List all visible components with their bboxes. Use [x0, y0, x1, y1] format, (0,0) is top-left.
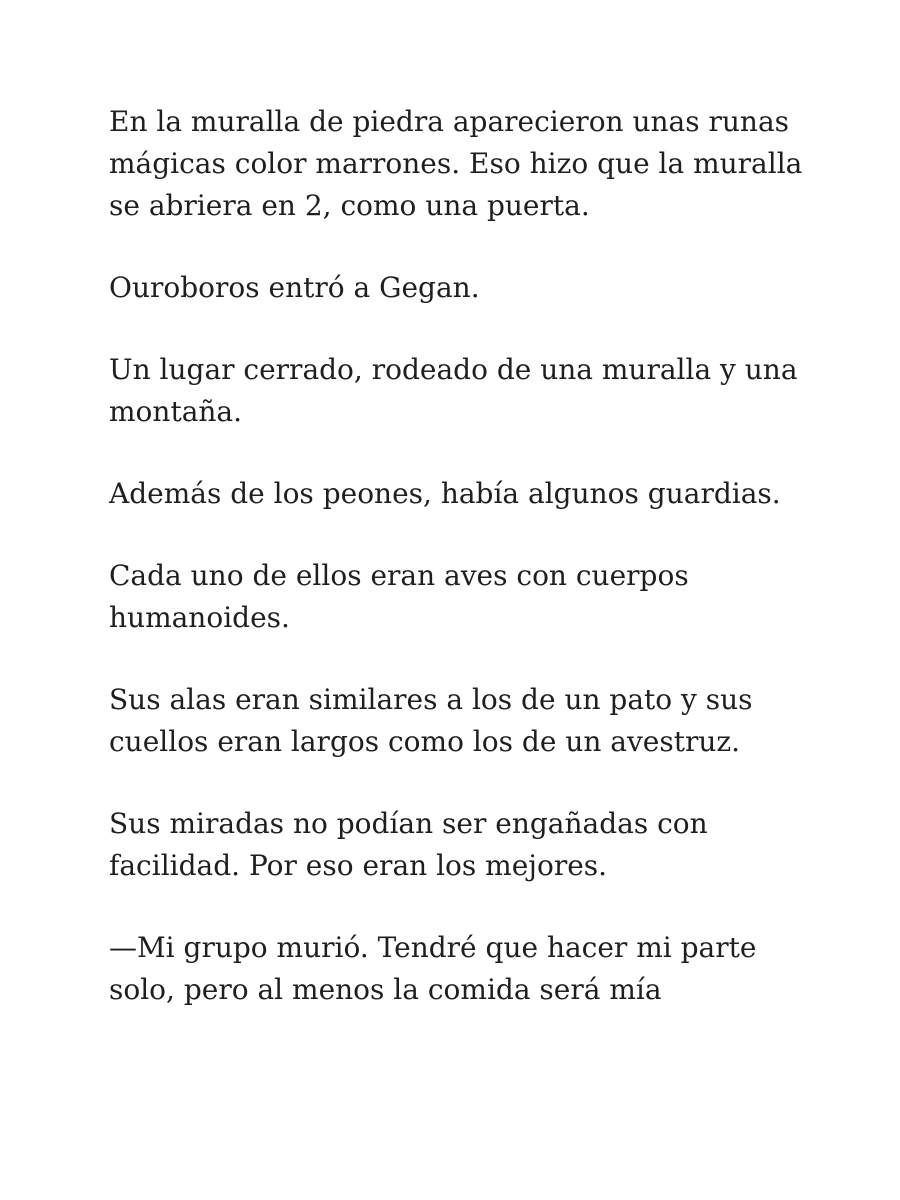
paragraph-6 [109, 679, 809, 763]
text-line: humanoides. [109, 601, 290, 634]
story-text [109, 101, 809, 1051]
text-line: cuellos eran largos como los de un avestruz. [109, 725, 741, 758]
text-line: Un lugar cerrado, rodeado de una muralla y una [109, 353, 798, 386]
paragraph-3 [109, 349, 809, 433]
text-line: En la muralla de piedra aparecieron unas runas [109, 105, 790, 138]
text-line: Sus alas eran similares a los de un pato y sus [109, 683, 753, 716]
text-line: facilidad. Por eso eran los mejores. [109, 849, 608, 882]
paragraph-7 [109, 803, 809, 887]
text-line: Ouroboros entró a Gegan. [109, 271, 480, 304]
text-line: Además de los peones, había algunos guardias. [109, 477, 781, 510]
text-line: montaña. [109, 395, 243, 428]
paragraph-2 [109, 267, 809, 309]
text-line: Cada uno de ellos eran aves con cuerpos [109, 559, 689, 592]
paragraph-4 [109, 473, 809, 515]
paragraph-5 [109, 555, 809, 639]
text-line: solo, pero al menos la comida será mía [109, 973, 662, 1006]
text-line: mágicas color marrones. Eso hizo que la muralla [109, 147, 803, 180]
paragraph-1 [109, 101, 809, 227]
text-line: se abriera en 2, como una puerta. [109, 189, 590, 222]
text-line: —Mi grupo murió. Tendré que hacer mi parte [109, 931, 757, 964]
paragraph-8 [109, 927, 809, 1011]
text-line: Sus miradas no podían ser engañadas con [109, 807, 708, 840]
